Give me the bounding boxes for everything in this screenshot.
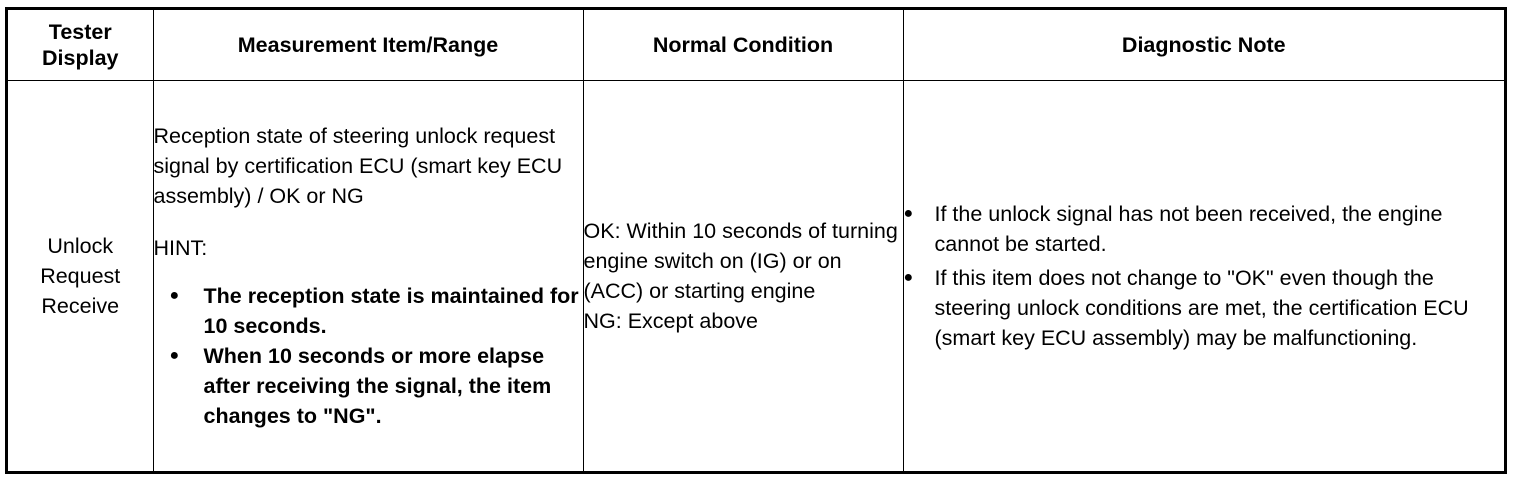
hint-list — [170, 281, 583, 431]
hint-item — [170, 341, 583, 431]
header-row — [8, 10, 1504, 81]
diagnostic-note-text: If this item does not change to "OK" even though the steering unlock conditions are met, the certification ECU (smart key ECU assembly) may be malfunctioning. — [934, 266, 1469, 350]
measurement-description: Reception state of steering unlock request signal by certification ECU (smart key ECU assembly) / OK or NG — [153, 124, 563, 208]
normal-condition-ok: OK: Within 10 seconds of turning engine switch on (IG) or on (ACC) or starting engine — [583, 219, 898, 303]
measurement-cell — [153, 81, 583, 472]
diagnostic-note-item — [904, 199, 1505, 259]
header-diagnostic-note: Diagnostic Note — [903, 10, 1504, 81]
bullet-icon: ● — [903, 205, 914, 222]
data-list-table — [8, 10, 1504, 471]
normal-condition-ng: NG: Except above — [583, 309, 758, 333]
header-measurement-item: Measurement Item/Range — [153, 10, 583, 81]
header-tester-display — [8, 10, 153, 81]
diagnostic-note-cell — [903, 81, 1504, 472]
bullet-icon: ● — [903, 269, 914, 286]
tester-display-text: Unlock Request Receive — [40, 234, 121, 318]
bullet-icon: ● — [169, 287, 180, 304]
data-list-table-frame — [5, 7, 1507, 474]
hint-label: HINT: — [153, 236, 208, 260]
tester-display-cell — [8, 81, 153, 472]
header-tester-display-text: Tester Display — [42, 20, 119, 70]
diagnostic-note-item — [904, 263, 1505, 353]
hint-item-text: When 10 seconds or more elapse after receiving the signal, the item changes to "NG". — [203, 344, 552, 428]
hint-item — [170, 281, 583, 341]
diagnostic-note-list — [904, 199, 1505, 353]
table-row — [8, 81, 1504, 472]
normal-condition-cell — [583, 81, 903, 472]
hint-item-text: The reception state is maintained for 10 seconds. — [203, 284, 579, 338]
bullet-icon: ● — [169, 347, 180, 364]
header-normal-condition: Normal Condition — [583, 10, 903, 81]
diagnostic-note-text: If the unlock signal has not been received, the engine cannot be started. — [934, 202, 1443, 256]
